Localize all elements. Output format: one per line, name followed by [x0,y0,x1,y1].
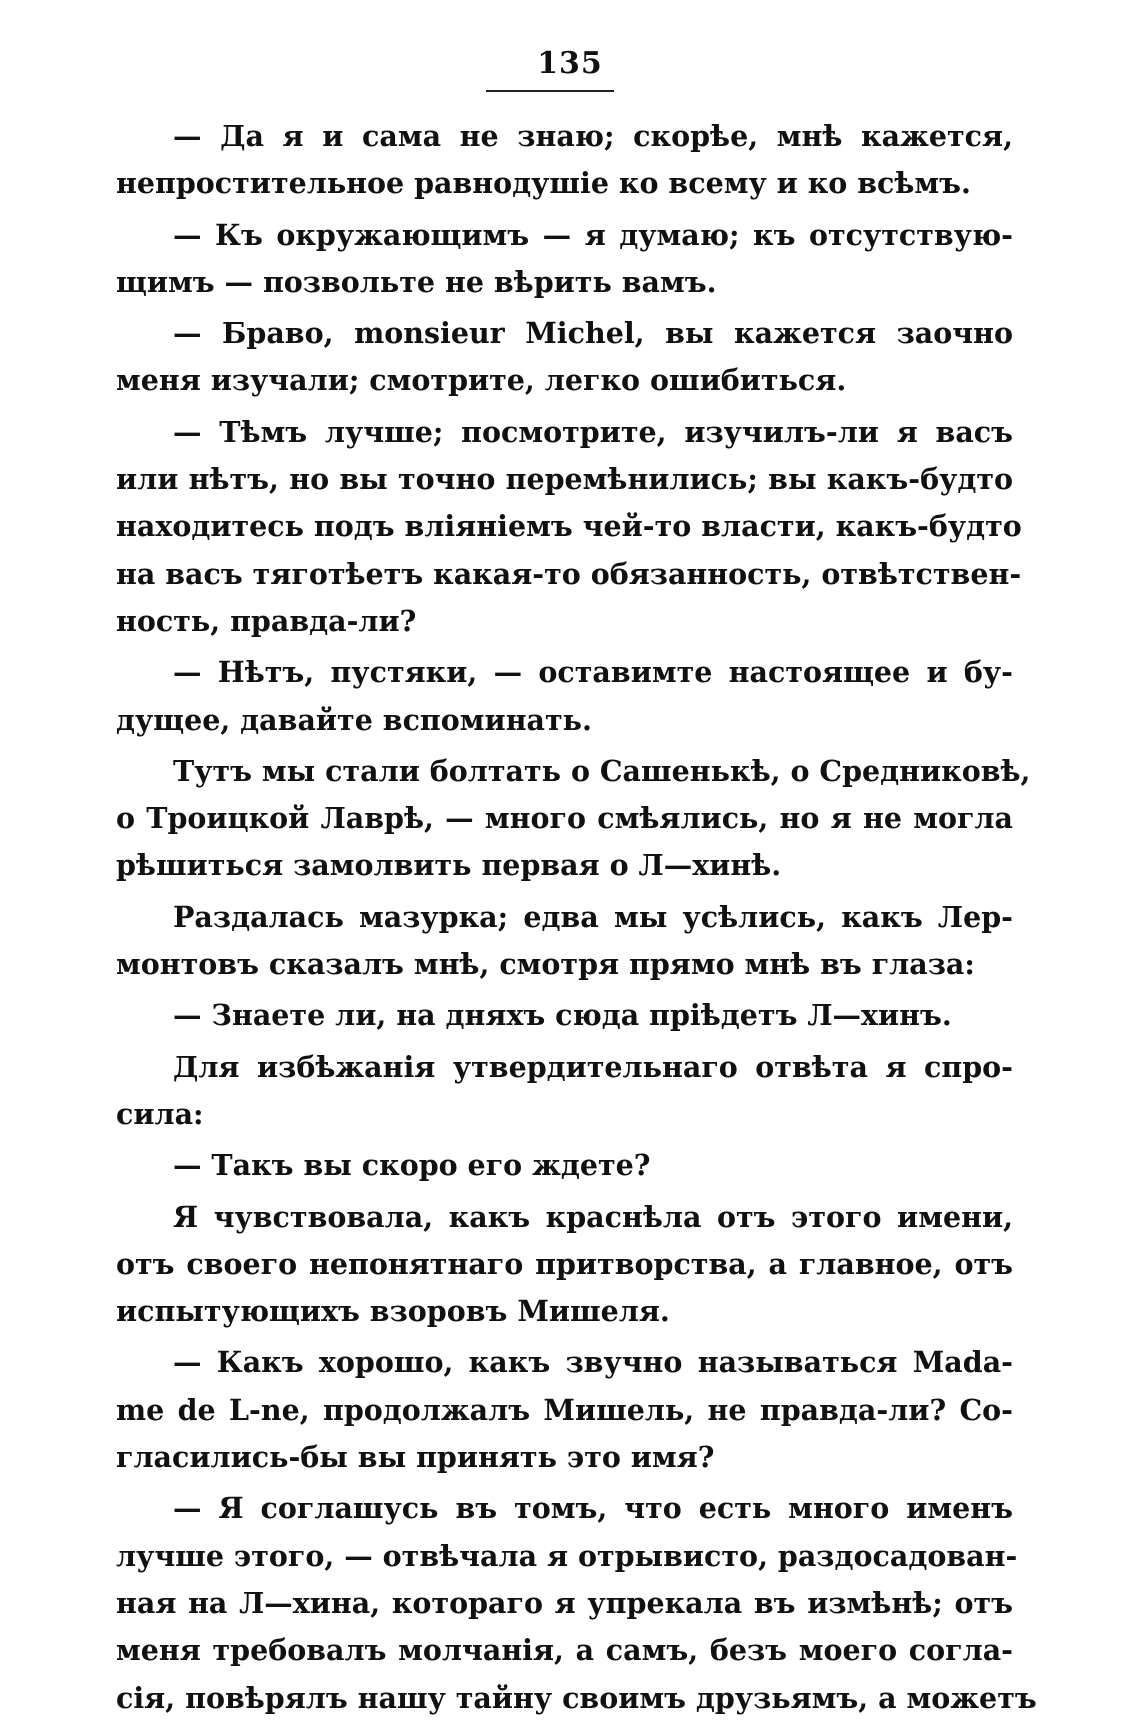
text-line: — Какъ хорошо, какъ звучно называться Mada- [173,1345,1013,1380]
text-line: щимъ — позвольте не вѣрить вамъ. [116,264,717,299]
text-line: — Я соглашусь въ томъ, что есть много именъ [173,1491,1013,1526]
text-line: Тутъ мы стали болтать о Сашенькѣ, о Средниковѣ, [173,753,1031,788]
text-line: ность, правда-ли? [116,603,417,638]
text-line: непростительное равнодушіе ко всему и ко всѣмъ. [116,166,971,201]
text-line: — Браво, monsieur Michel, вы кажется заочно [173,316,1013,351]
text-line: о Троицкой Лаврѣ, — много смѣялись, но я не могла [116,801,1013,836]
text-line: меня требовалъ молчанія, а самъ, безъ моего согла- [116,1633,1013,1668]
text-line: монтовъ сказалъ мнѣ, смотря прямо мнѣ въ глаза: [116,947,975,982]
text-line: лучше этого, — отвѣчала я отрывисто, раздосадован- [116,1538,1018,1573]
text-line: — Да я и сама не знаю; скорѣе, мнѣ кажется, [173,119,1013,153]
text-line: Для избѣжанія утвердительнаго отвѣта я спро- [173,1049,1013,1084]
page-number-rule [486,90,614,92]
text-line: сила: [116,1096,204,1131]
text-line: на васъ тяготѣетъ какая-то обязанность, отвѣтствен- [116,556,1022,591]
text-line: меня изучали; смотрите, легко ошибиться. [116,363,847,398]
text-line: или нѣтъ, но вы точно перемѣнились; вы какъ-будто [116,462,1013,497]
text-line: отъ своего непонятнаго притворства, а главное, отъ [116,1246,1013,1281]
text-line: ная на Л—хина, котораго я упрекала въ измѣнѣ; отъ [116,1585,1013,1620]
page-number: 135 [537,46,603,81]
text-line: дущее, давайте вспоминать. [116,702,592,737]
text-line: гласились-бы вы принять это имя? [116,1440,715,1475]
body-text [116,113,1037,1722]
text-line: Я чувствовала, какъ краснѣла отъ этого имени, [173,1199,1013,1234]
text-line: находитесь подъ вліяніемъ чей-то власти, какъ-будто [116,509,1022,544]
text-line: — Такъ вы скоро его ждете? [173,1148,651,1183]
text-line: — Нѣтъ, пустяки, — оставимте настоящее и бу- [173,655,1013,690]
text-line: — Къ окружающимъ — я думаю; къ отсутствую- [173,217,1013,252]
text-line: сія, повѣрялъ нашу тайну своимъ друзьямъ, а можетъ [116,1680,1037,1715]
text-line: испытующихъ взоровъ Мишеля. [116,1294,670,1329]
text-line: me de L-ne, продолжалъ Мишель, не правда-ли? Со- [116,1392,1013,1427]
text-line: рѣшиться замолвить первая о Л—хинѣ. [116,848,782,883]
text-line: — Знаете ли, на дняхъ сюда пріѣдетъ Л—хинъ. [173,998,952,1033]
text-line: Раздалась мазурка; едва мы усѣлись, какъ Лер- [173,899,1013,934]
text-line: — Тѣмъ лучше; посмотрите, изучилъ-ли я васъ [173,414,1013,449]
